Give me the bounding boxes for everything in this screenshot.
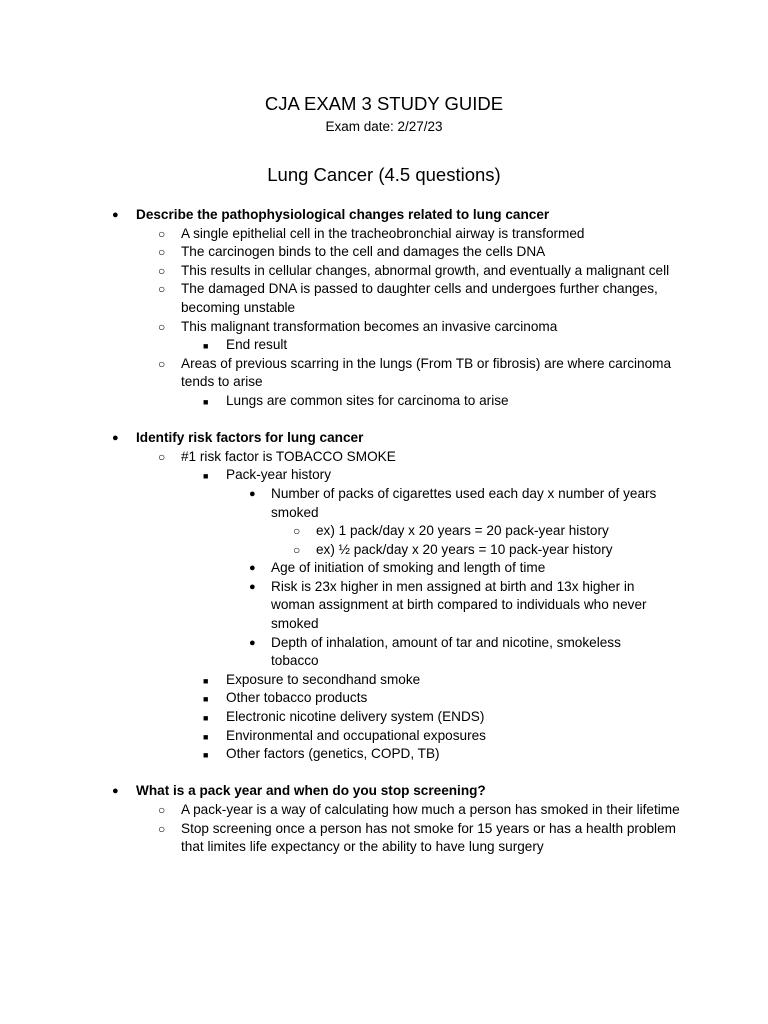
list-item-text: This malignant transformation becomes an invasive carcinoma [181, 318, 558, 334]
list-item-text: Areas of previous scarring in the lungs (From TB or fibrosis) are where carcinoma tends to arise [181, 355, 672, 390]
question-heading [0, 782, 768, 801]
question-1-heading: Describe the pathophysiological changes related to lung cancer [136, 207, 550, 222]
question-heading [0, 206, 768, 225]
list-item [0, 262, 768, 281]
list-item-text: End result [226, 337, 288, 353]
sub-list-item [0, 745, 768, 764]
list-item-text: Age of initiation of smoking and length of time [271, 560, 546, 576]
example-item [0, 541, 768, 560]
list-item-text: A single epithelial cell in the tracheobronchial airway is transformed [181, 225, 585, 241]
list-item-text: #1 risk factor is TOBACCO SMOKE [181, 448, 396, 464]
detail-item [0, 578, 768, 634]
list-item [0, 355, 768, 392]
list-item [0, 318, 768, 337]
question-2-heading: Identify risk factors for lung cancer [136, 430, 364, 446]
sub-list-item [0, 689, 768, 708]
list-item-text: Other factors (genetics, COPD, TB) [226, 746, 440, 762]
list-item-text: Electronic nicotine delivery system (ENDS) [226, 709, 485, 725]
list-item-text: Exposure to secondhand smoke [226, 671, 421, 687]
question-2 [0, 429, 768, 764]
list-item-text: Number of packs of cigarettes used each day x number of years smoked [271, 485, 657, 520]
list-item [0, 820, 768, 857]
example-item [0, 522, 768, 541]
detail-item [0, 634, 768, 671]
list-item-text: ex) 1 pack/day x 20 years = 20 pack-year history [316, 523, 609, 539]
question-3-heading: What is a pack year and when do you stop screening? [136, 783, 486, 799]
list-item-text: This results in cellular changes, abnormal growth, and eventually a malignant cell [181, 262, 670, 278]
list-item-text: Risk is 23x higher in men assigned at birth and 13x higher in woman assignment at birth compared to individuals who never smoked [271, 578, 647, 632]
section-title: Lung Cancer (4.5 questions) [267, 164, 501, 185]
detail-item [0, 559, 768, 578]
list-item-text: Pack-year history [226, 467, 332, 483]
list-item-text: Environmental and occupational exposures [226, 727, 486, 743]
question-heading [0, 429, 768, 448]
list-item-text: The damaged DNA is passed to daughter cells and undergoes further changes, becoming unstable [181, 281, 658, 315]
sub-list-item [0, 336, 768, 355]
list-item-text: ex) ½ pack/day x 20 years = 10 pack-year history [316, 541, 613, 557]
list-item [0, 801, 768, 820]
exam-date: Exam date: 2/27/23 [325, 119, 443, 134]
question-1 [0, 206, 768, 411]
list-item-text: Other tobacco products [226, 690, 368, 706]
detail-item [0, 485, 768, 522]
sub-list-item [0, 708, 768, 727]
sub-list-item [0, 671, 768, 690]
list-item-text: Depth of inhalation, amount of tar and nicotine, smokeless tobacco [271, 634, 621, 669]
question-3 [0, 782, 768, 856]
list-item-text: Lungs are common sites for carcinoma to arise [226, 392, 509, 408]
list-item-text: The carcinogen binds to the cell and damages the cells DNA [181, 244, 546, 260]
document-title: CJA EXAM 3 STUDY GUIDE [264, 93, 504, 114]
sub-list-item [0, 466, 768, 485]
list-item [0, 243, 768, 262]
list-item-text: Stop screening once a person has not smoke for 15 years or has a health problem that limites life expectancy or the ability to have lung surgery [181, 820, 676, 855]
study-guide-content [0, 206, 768, 875]
sub-list-item [0, 727, 768, 746]
list-item [0, 448, 768, 467]
list-item-text: A pack-year is a way of calculating how much a person has smoked in their lifetime [181, 802, 680, 817]
list-item [0, 225, 768, 244]
sub-list-item [0, 392, 768, 411]
list-item [0, 280, 768, 317]
